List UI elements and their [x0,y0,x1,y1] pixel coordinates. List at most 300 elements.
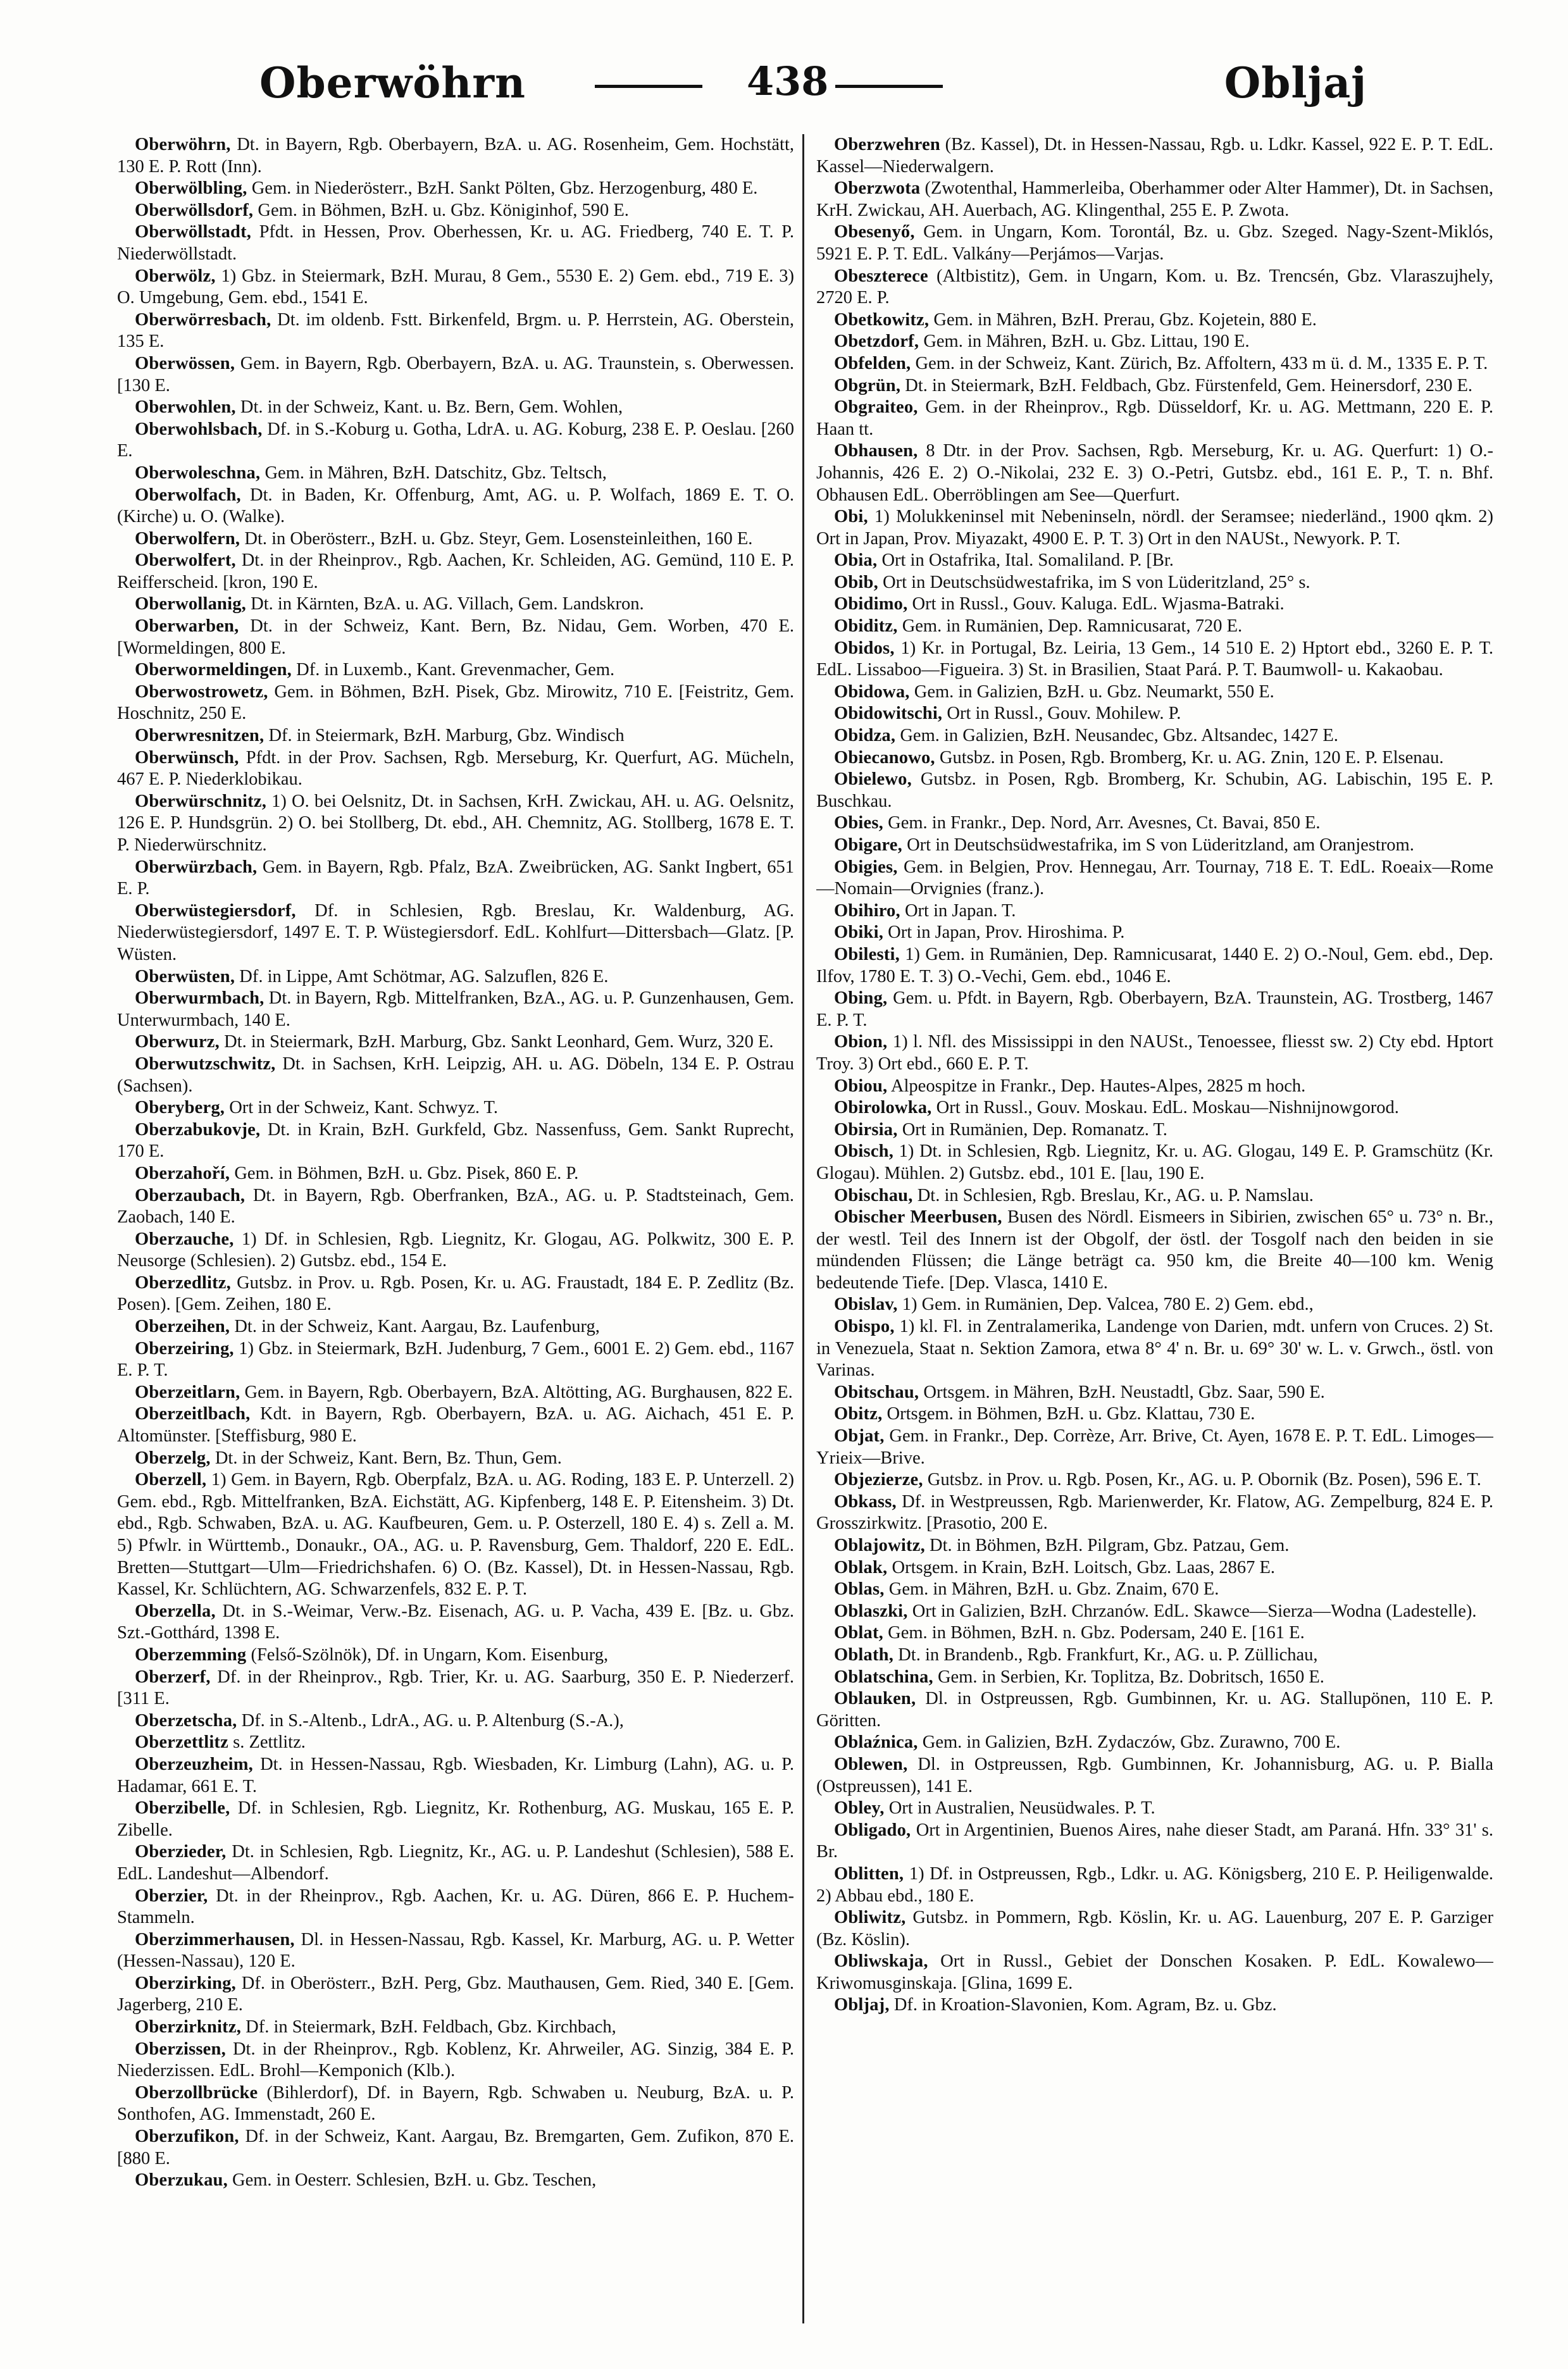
entry-text: Df. in Luxemb., Kant. Grevenmacher, Gem. [292,660,615,680]
dictionary-entry [117,1185,794,1229]
dictionary-entry [816,1601,1493,1623]
entry-headword: Oberwurmbach, [135,988,264,1009]
entry-headword: Oblatschina, [834,1667,933,1687]
entry-text: (Felső-Szölnök), Df. in Ungarn, Kom. Eisenburg, [246,1645,609,1665]
entry-text: 1) kl. Fl. in Zentralamerika, Landenge von Darien, mdt. unfern von Cruces. 2) St. in Venezuela, Staat n. Sektion Zamora, etwa 8° 4' n. Br. u. 69° 30' w. L. v. Grwch., östl. von Varinas. [816,1317,1493,1381]
dictionary-entry [816,1426,1493,1469]
dictionary-entry [117,659,794,681]
left-column [117,134,794,2342]
entry-text: Gem. in Mähren, BzH. Prerau, Gbz. Kojetein, 880 E. [929,309,1317,330]
entry-text: Gem. in Frankr., Dep. Corrèze, Arr. Brive, Ct. Ayen, 1678 E. P. T. EdL. Limoges—Yrieix—Brive. [816,1426,1493,1468]
entry-text: Gem. in Ungarn, Kom. Torontál, Bz. u. Gbz. Szeged. Nagy-Szent-Miklós, 5921 E. P. T. EdL. Valkány—Perjámos—Varjas. [816,222,1493,264]
entry-text: Df. in Schlesien, Rgb. Liegnitz, Kr. Rothenburg, AG. Muskau, 165 E. P. Zibelle. [117,1798,794,1840]
dictionary-entry [117,1031,794,1054]
entry-text: Df. in Schlesien, Rgb. Breslau, Kr. Waldenburg, AG. Niederwüstegiersdorf, 1497 E. T. P. Wüstegiersdorf. EdL. Kohlfurt—Dittersbach—Glatz. [P. Wüsten. [117,900,794,964]
entry-headword: Oberwürzbach, [135,857,258,877]
dictionary-entry [117,2126,794,2170]
dictionary-entry [816,134,1493,178]
entry-headword: Oberwarben, [135,616,239,637]
entry-headword: Obljaj, [834,1995,890,2015]
entry-text: Pfdt. in der Prov. Sachsen, Rgb. Merseburg, Kr. Querfurt, AG. Mücheln, 467 E. P. Niederklobikau. [117,747,794,790]
entry-text: Gem. in der Rheinprov., Rgb. Düsseldorf, Kr. u. AG. Mettmann, 220 E. P. Haan tt. [816,397,1493,439]
dictionary-entry [816,594,1493,616]
dictionary-entry [816,178,1493,221]
entry-headword: Obischer Meerbusen, [834,1207,1002,1228]
entry-headword: Oberwohlen, [135,397,236,418]
entry-text: Dt. in Bayern, Rgb. Oberbayern, BzA. u. AG. Rosenheim, Gem. Hochstätt, 130 E. P. Rott (Inn). [117,135,794,177]
entry-headword: Oberwurz, [135,1032,220,1052]
entry-text: Gem. in Serbien, Kr. Toplitza, Bz. Dobritsch, 1650 E. [933,1667,1324,1687]
entry-headword: Obi, [834,507,868,527]
dictionary-entry [816,725,1493,747]
entry-headword: Oberwünsch, [135,747,239,768]
dictionary-entry [816,1907,1493,1951]
dictionary-entry [816,1119,1493,1141]
entry-text: Gem. in Mähren, BzH. u. Gbz. Littau, 190 E. [919,332,1250,352]
entry-headword: Obhausen, [834,441,918,461]
header-dash-left [595,85,702,88]
entry-text: Gutsbz. in Prov. u. Rgb. Posen, Kr., AG. u. P. Obornik (Bz. Posen), 596 E. T. [923,1470,1481,1490]
entry-text: Dt. in Schlesien, Rgb. Liegnitz, Kr., AG. u. P. Landeshut (Schlesien), 588 E. EdL. Landeshut—Albendorf. [117,1842,794,1884]
entry-text: Dt. in der Rheinprov., Rgb. Aachen, Kr. Schleiden, AG. Gemünd, 110 E. P. Reifferscheid. [kron, 190 E. [117,550,794,592]
entry-text: Gem. in Galizien, BzH. Neusandec, Gbz. Altsandec, 1427 E. [895,726,1338,746]
entry-headword: Obidza, [834,726,896,746]
entry-text: Gem. in Mähren, BzH. Datschitz, Gbz. Teltsch, [260,463,607,483]
entry-text: Dt. in der Rheinprov., Rgb. Aachen, Kr. u. AG. Düren, 866 E. P. Huchem-Stammeln. [117,1886,794,1928]
entry-text: Dt. in Schlesien, Rgb. Breslau, Kr., AG. u. P. Namslau. [912,1185,1314,1205]
entry-text: 1) Gbz. in Steiermark, BzH. Murau, 8 Gem., 5530 E. 2) Gem. ebd., 719 E. 3) O. Umgebung, Gem. ebd., 1541 E. [117,266,794,308]
dictionary-entry [816,375,1493,397]
entry-text: Gutsbz. in Pommern, Rgb. Köslin, Kr. u. AG. Lauenburg, 207 E. P. Garziger (Bz. Köslin). [816,1908,1493,1949]
dictionary-entry [117,266,794,309]
entry-text: Gem. in Böhmen, BzH. n. Gbz. Podersam, 240 E. [161 E. [883,1623,1305,1643]
entry-headword: Objezierze, [834,1470,923,1490]
dictionary-entry [816,506,1493,550]
dictionary-entry [117,2039,794,2082]
entry-text: Dt. in Bayern, Rgb. Oberfranken, BzA., AG. u. P. Stadtsteinach, Gem. Zaobach, 140 E. [117,1185,794,1228]
entry-headword: Oberzerf, [135,1667,211,1687]
entry-text: Dl. in Ostpreussen, Rgb. Gumbinnen, Kr. Johannisburg, AG. u. P. Bialla (Ostpreussen), 141 E. [816,1754,1493,1796]
entry-headword: Oberzier, [135,1886,208,1906]
entry-headword: Oberzell, [135,1470,207,1490]
entry-headword: Obetzdorf, [834,332,919,352]
dictionary-entry [117,857,794,900]
dictionary-entry [816,1820,1493,1863]
entry-text: (Zwotenthal, Hammerleiba, Oberhammer oder Alter Hammer), Dt. in Sachsen, KrH. Zwickau, AH. Auerbach, AG. Klingenthal, 255 E. P. Zwota. [816,178,1493,220]
entry-text: Dt. in Böhmen, BzH. Pilgram, Gbz. Patzau, Gem. [924,1536,1290,1555]
entry-text: s. Zettlitz. [228,1732,306,1753]
dictionary-entry [117,419,794,463]
entry-headword: Obgrün, [834,375,901,395]
entry-text: Ort in Russl., Gouv. Mohilew. P. [942,704,1181,724]
entry-text: Gem. in Rumänien, Dep. Ramnicusarat, 720 E. [897,616,1243,637]
entry-text: Ort in Australien, Neusüdwales. P. T. [884,1798,1155,1819]
entry-headword: Oberwössen, [135,353,235,373]
right-column [816,134,1493,2342]
entry-headword: Obihiro, [834,900,900,921]
dictionary-entry [816,440,1493,506]
entry-text: Gutsbz. in Posen, Rgb. Bromberg, Kr. Schubin, AG. Labischin, 195 E. P. Buschkau. [816,769,1493,811]
dictionary-entry [117,791,794,857]
entry-text: Gem. in Böhmen, BzH. u. Gbz. Pisek, 860 E. P. [230,1163,579,1183]
entry-text: 8 Dtr. in der Prov. Sachsen, Rgb. Merseburg, Kr. u. AG. Querfurt: 1) O.-Johannis, 426 E. 2) O.-Nikolai, 232 E. 3) O.-Petri, Gutsbz. ebd., 161 E. P., T. n. Bhf. Obhausen EdL. Oberröblingen am See—Querfurt. [816,441,1493,505]
dictionary-entry [117,1645,794,1667]
dictionary-entry [117,1601,794,1645]
entry-headword: Obion, [834,1032,888,1052]
entry-text: Ort in Rumänien, Dep. Romanatz. T. [897,1119,1167,1140]
dictionary-entry [117,1973,794,2017]
dictionary-entry [816,1207,1493,1294]
entry-headword: Oberzeitlarn, [135,1382,240,1402]
entry-text: Ort in Russl., Gebiet der Donschen Kosaken. P. EdL. Kowalewo—Kriwomusginskaja. [Glina, 1699 E. [816,1951,1493,1993]
entry-headword: Oberzabukovje, [135,1119,261,1140]
entry-headword: Oberzeiring, [135,1338,234,1359]
entry-text: Df. in Steiermark, BzH. Marburg, Gbz. Windisch [264,726,625,746]
entry-headword: Obesenyő, [834,222,915,242]
entry-headword: Oberzibelle, [135,1798,230,1819]
entry-text: Ort in Argentinien, Buenos Aires, nahe dieser Stadt, am Paraná. Hfn. 33° 31' s. Br. [816,1820,1493,1862]
dictionary-entry [117,1054,794,1097]
entry-headword: Oberzetscha, [135,1710,237,1731]
dictionary-entry [816,1031,1493,1075]
entry-headword: Obing, [834,988,888,1009]
dictionary-entry [816,353,1493,375]
entry-text: Dt. in der Schweiz, Kant. Aargau, Bz. Laufenburg, [230,1317,600,1337]
dictionary-entry [816,638,1493,681]
entry-text: Dt. im oldenb. Fstt. Birkenfeld, Brgm. u. P. Herrstein, AG. Oberstein, 135 E. [117,309,794,352]
entry-headword: Oberwöhrn, [135,135,231,154]
dictionary-entry [816,1076,1493,1098]
entry-text: 1) Gem. in Rumänien, Dep. Valcea, 780 E. 2) Gem. ebd., [897,1295,1314,1315]
entry-headword: Obia, [834,550,878,571]
entry-headword: Obeszterece [834,266,928,286]
entry-text: 1) O. bei Oelsnitz, Dt. in Sachsen, KrH. Zwickau, AH. u. AG. Oelsnitz, 126 E. P. Hundsgrün. 2) O. bei Stollberg, Dt. ebd., AH. Chemnitz, AG. Stollberg, 1678 E. T. P. Niederwürschnitz. [117,791,794,855]
dictionary-entry [816,769,1493,812]
dictionary-entry [816,1403,1493,1426]
dictionary-entry [816,1185,1493,1207]
dictionary-entry [117,681,794,725]
dictionary-entry [117,1732,794,1754]
entry-headword: Oberzedlitz, [135,1272,231,1293]
entry-headword: Oberzwehren [834,135,940,154]
entry-headword: Obiditz, [834,616,898,637]
entry-text: (Bihlerdorf), Df. in Bayern, Rgb. Schwaben u. Neuburg, BzA. u. P. Sonthofen, AG. Immenstadt, 260 E. [117,2082,794,2125]
dictionary-entry [816,1951,1493,1994]
entry-text: Ort in Deutschsüdwestafrika, im S von Lüderitzland, 25° s. [878,572,1310,592]
entry-headword: Obliwskaja, [834,1951,928,1972]
entry-headword: Oblajowitz, [834,1536,925,1555]
dictionary-entry [117,1163,794,1185]
entry-headword: Obischau, [834,1185,913,1205]
entry-headword: Oblak, [834,1557,888,1577]
entry-headword: Obigare, [834,835,902,855]
entry-text: Df. in Steiermark, BzH. Feldbach, Gbz. Kirchbach, [241,2017,616,2037]
entry-text: 1) Dt. in Schlesien, Rgb. Liegnitz, Kr. u. AG. Glogau, 149 E. P. Gramschütz (Kr. Glogau). Mühlen. 2) Gutsbz. ebd., 101 E. [lau, 190 E. [816,1141,1493,1183]
dictionary-entry [816,703,1493,725]
dictionary-entry [117,616,794,659]
entry-headword: Oblat, [834,1623,884,1643]
entry-text: Gem. in Böhmen, BzH. u. Gbz. Königinhof, 590 E. [253,200,629,220]
entry-text: Dt. in Steiermark, BzH. Marburg, Gbz. Sankt Leonhard, Gem. Wurz, 320 E. [219,1032,774,1052]
dictionary-entry [816,1382,1493,1404]
dictionary-entry [816,922,1493,944]
entry-text: Dt. in Steiermark, BzH. Feldbach, Gbz. Fürstenfeld, Gem. Heinersdorf, 230 E. [900,375,1473,395]
dictionary-entry [816,681,1493,704]
entry-text: Ort in Russl., Gouv. Kaluga. EdL. Wjasma-Batraki. [907,594,1285,614]
dictionary-entry [816,1316,1493,1382]
entry-headword: Oblitten, [834,1863,904,1884]
entry-headword: Oberwüsten, [135,966,235,986]
entry-text: Ortsgem. in Böhmen, BzH. u. Gbz. Klattau, 730 E. [882,1404,1255,1424]
entry-text: 1) Kr. in Portugal, Bz. Leiria, 13 Gem., 14 510 E. 2) Hptort ebd., 3260 E. P. T. EdL. Lissaboo—Figueira. 3) St. in Brasilien, Staat Pará. P. T. Baumwoll- u. Kakaobau. [816,638,1493,680]
dictionary-entry [816,1798,1493,1820]
dictionary-entry [117,2082,794,2126]
entry-headword: Obisch, [834,1141,894,1162]
entry-text: Dt. in S.-Weimar, Verw.-Bz. Eisenach, AG. u. P. Vacha, 439 E. [Bz. u. Gbz. Szt.-Gotthárd, 1398 E. [117,1601,794,1643]
entry-text: (Bz. Kassel), Dt. in Hessen-Nassau, Rgb. u. Ldkr. Kassel, 922 E. P. T. EdL. Kassel—Niederwalgern. [816,135,1493,177]
entry-text: 1) Gem. in Bayern, Rgb. Oberpfalz, BzA. u. AG. Roding, 183 E. P. Unterzell. 2) Gem. ebd., Rgb. Mittelfranken, BzA. Eichstätt, AG. Kipfenberg, 148 E. P. Eitensheim. 3) Dt. ebd., Rgb. Schwaben, BzA. u. AG. Kaufbeuren, Gem. u. P. Osterzell, 180 E. 4) s. Zell a. M. 5) Pfwlr. in Württemb., Donaukr., OA., AG. u. P. Ravensburg, Gem. Thaldorf, 220 E. EdL. Bretten—Stuttgart—Ulm—Friedrichshafen. 6) O. (Bz. Kassel), Dt. in Hessen-Nassau, Rgb. Kassel, Kr. Schlüchtern, AG. Schwarzenfels, 832 E. P. T. [117,1470,794,1600]
entry-text: 1) Molukkeninsel mit Nebeninseln, nördl. der Seramsee; niederländ., 1900 qkm. 2) Ort in Japan, Prov. Miyazakt, 4900 E. P. T. 3) Ort in den NAUSt., Newyork. P. T. [816,507,1493,549]
entry-text: Df. in Westpreussen, Rgb. Marienwerder, Kr. Flatow, AG. Zempelburg, 824 E. P. Grosszirkwitz. [Prasotio, 200 E. [816,1491,1493,1534]
dictionary-entry [816,1469,1493,1491]
page-number: 438 [747,58,829,104]
entry-text: Dt. in Bayern, Rgb. Mittelfranken, BzA., AG. u. P. Gunzenhausen, Gem. Unterwurmbach, 140 E. [117,988,794,1030]
entry-text: Ort in Ostafrika, Ital. Somaliland. P. [Br. [877,550,1174,571]
entry-headword: Oberwohlsbach, [135,419,263,439]
dictionary-entry [117,1382,794,1404]
entry-headword: Oberwoleschna, [135,463,261,483]
entry-text: Gem. in Böhmen, BzH. Pisek, Gbz. Mirowitz, 710 E. [Feistritz, Gem. Hoschnitz, 250 E. [117,681,794,724]
entry-headword: Obirolowka, [834,1098,932,1118]
entry-text: Ort in Russl., Gouv. Moskau. EdL. Moskau—Nishnijnowgorod. [931,1098,1399,1118]
dictionary-entry [816,1557,1493,1579]
entry-text: Ort in Galizien, BzH. Chrzanów. EdL. Skawce—Sierza—Wodna (Ladestelle). [907,1601,1477,1621]
entry-headword: Obidos, [834,638,895,658]
entry-text: Df. in Lippe, Amt Schötmar, AG. Salzuflen, 826 E. [235,966,609,986]
entry-headword: Obielewo, [834,769,912,790]
dictionary-entry [117,1097,794,1119]
entry-headword: Oberwürschnitz, [135,791,267,811]
entry-text: Gem. in Galizien, BzH. u. Gbz. Neumarkt, 550 E. [909,681,1274,702]
entry-text: Gutsbz. in Prov. u. Rgb. Posen, Kr. u. AG. Fraustadt, 184 E. P. Zedlitz (Bz. Posen). [Gem. Zeihen, 180 E. [117,1272,794,1315]
entry-text: Dt. in Oberösterr., BzH. u. Gbz. Steyr, Gem. Losensteinleithen, 160 E. [240,528,753,549]
dictionary-entry [117,485,794,528]
entry-headword: Oberwörresbach, [135,309,271,330]
dictionary-entry [816,988,1493,1031]
dictionary-entry [816,1667,1493,1689]
entry-headword: Obitschau, [834,1382,919,1402]
header-dash-right [835,85,943,88]
entry-text: 1) l. Nfl. des Mississippi in den NAUSt., Tenoessee, fliesst sw. 2) Cty ebd. Hptort Troy. 3) Ort ebd., 660 E. P. T. [816,1032,1493,1074]
dictionary-entry [117,1841,794,1885]
entry-headword: Obidimo, [834,594,908,614]
entry-headword: Obley, [834,1798,885,1819]
entry-text: Ortsgem. in Mähren, BzH. Neustadtl, Gbz. Saar, 590 E. [919,1382,1325,1402]
entry-text: Pfdt. in Hessen, Prov. Oberhessen, Kr. u. AG. Friedberg, 740 E. T. P. Niederwöllstadt. [117,222,794,264]
entry-headword: Oberwolfern, [135,528,240,549]
dictionary-entry [816,1579,1493,1601]
entry-headword: Oberzukau, [135,2170,228,2191]
entry-headword: Oberwormeldingen, [135,660,292,680]
dictionary-entry [117,528,794,550]
entry-headword: Oberzissen, [135,2039,226,2059]
entry-text: Dt. in Sachsen, KrH. Leipzig, AH. u. AG. Döbeln, 134 E. P. Ostrau (Sachsen). [117,1054,794,1096]
entry-headword: Oberzieder, [135,1842,227,1862]
entry-headword: Oberzimmerhausen, [135,1929,295,1949]
dictionary-entry [117,725,794,747]
dictionary-entry [117,2170,794,2192]
dictionary-entry [117,1316,794,1338]
entry-text: Df. in der Schweiz, Kant. Aargau, Bz. Bremgarten, Gem. Zufikon, 870 E. [880 E. [117,2127,794,2168]
dictionary-entry [816,572,1493,594]
dictionary-entry [816,1491,1493,1535]
entry-headword: Oberwöllsdorf, [135,200,254,220]
dictionary-entry [816,266,1493,309]
entry-headword: Oberzirking, [135,1973,236,1993]
entry-text: Dt. in der Schweiz, Kant. Bern, Bz. Thun, Gem. [210,1448,562,1468]
dictionary-entry [816,944,1493,988]
dictionary-entry [816,835,1493,857]
entry-text: Dt. in Baden, Kr. Offenburg, Amt, AG. u. P. Wolfach, 1869 E. T. O. (Kirche) u. O. (Walke). [117,485,794,527]
entry-text: Kdt. in Bayern, Rgb. Oberbayern, BzA. u. AG. Aichach, 451 E. P. Altomünster. [Steffisburg, 980 E. [117,1404,794,1446]
entry-text: Dt. in der Rheinprov., Rgb. Koblenz, Kr. Ahrweiler, AG. Sinzig, 384 E. P. Niederzissen. EdL. Brohl—Kemponich (Klb.). [117,2039,794,2081]
entry-text: Busen des Nördl. Eismeers in Sibirien, zwischen 65° u. 73° n. Br., der westl. Teil des Innern ist der Obgolf, der östl. der Tosgolf nach den beiden in sie mündenden Flüssen; die Länge beträgt ca. 950 km, die Breite 40—100 km. Wenig bedeutende Tiefe. [Dep. Vlasca, 1410 E. [816,1207,1493,1293]
dictionary-entry [117,178,794,200]
entry-headword: Obiou, [834,1076,888,1096]
dictionary-entry [117,1272,794,1316]
entry-headword: Oberwolfert, [135,550,236,571]
entry-headword: Oberzelg, [135,1448,211,1468]
entry-text: 1) Gbz. in Steiermark, BzH. Judenburg, 7 Gem., 6001 E. 2) Gem. ebd., 1167 E. P. T. [117,1338,794,1381]
dictionary-entry [117,966,794,988]
dictionary-entry [816,1863,1493,1907]
entry-headword: Oblath, [834,1645,894,1665]
entry-text: Dl. in Hessen-Nassau, Rgb. Kassel, Kr. Marburg, AG. u. P. Wetter (Hessen-Nassau), 120 E. [117,1929,794,1972]
dictionary-entry [117,309,794,353]
entry-text: 1) Df. in Schlesien, Rgb. Liegnitz, Kr. Glogau, AG. Polkwitz, 300 E. P. Neusorge (Schlesien). 2) Gutsbz. ebd., 154 E. [117,1229,794,1271]
entry-headword: Oblaszki, [834,1601,908,1621]
dictionary-entry [117,988,794,1031]
entry-text: Df. in Kroation-Slavonien, Kom. Agram, Bz. u. Gbz. [889,1995,1277,2015]
dictionary-entry [816,1754,1493,1798]
entry-headword: Obitz, [834,1404,883,1424]
entry-headword: Obiki, [834,923,884,943]
entry-text: Df. in der Rheinprov., Rgb. Trier, Kr. u. AG. Saarburg, 350 E. P. Niederzerf. [311 E. [117,1667,794,1709]
dictionary-entry [816,309,1493,332]
entry-headword: Oberzeuzheim, [135,1754,254,1774]
entry-text: Dt. in Kärnten, BzA. u. AG. Villach, Gem. Landskron. [246,594,644,614]
dictionary-entry [816,1732,1493,1754]
dictionary-entry [117,1667,794,1710]
entry-text: Ort in Japan, Prov. Hiroshima. P. [883,923,1125,943]
entry-headword: Obib, [834,572,878,592]
entry-text: Gem. in Oesterr. Schlesien, BzH. u. Gbz. Teschen, [227,2170,597,2191]
entry-headword: Oberwölbling, [135,178,247,199]
entry-headword: Objat, [834,1426,885,1446]
dictionary-entry [816,331,1493,353]
entry-text: Gem. in Frankr., Dep. Nord, Arr. Avesnes, Ct. Bavai, 850 E. [883,813,1321,833]
dictionary-entry [117,221,794,265]
dictionary-entry [117,1338,794,1382]
dictionary-entry [816,550,1493,572]
entry-text: Ort in Japan. T. [900,900,1016,921]
dictionary-entry [117,397,794,419]
entry-headword: Oberzaubach, [135,1185,246,1205]
dictionary-entry [117,1886,794,1929]
running-header [114,58,1462,115]
entry-text: 1) Df. in Ostpreussen, Rgb., Ldkr. u. AG. Königsberg, 210 E. P. Heiligenwalde. 2) Abbau ebd., 180 E. [816,1863,1493,1906]
entry-headword: Oberzirknitz, [135,2017,242,2037]
entry-headword: Oblaźnica, [834,1732,918,1753]
dictionary-entry [117,1798,794,1841]
entry-headword: Obidowa, [834,681,910,702]
entry-text: 1) Gem. in Rumänien, Dep. Ramnicusarat, 1440 E. 2) O.-Noul, Gem. ebd., Dep. Ilfov, 1780 E. T. 3) O.-Vechi, Gem. ebd., 1046 E. [816,944,1493,986]
dictionary-entry [117,1710,794,1732]
entry-text: Gem. in der Schweiz, Kant. Zürich, Bz. Affoltern, 433 m ü. d. M., 1335 E. P. T. [911,353,1488,373]
entry-headword: Obligado, [834,1820,911,1840]
entry-headword: Obiecanowo, [834,747,935,768]
column-divider [802,134,804,2323]
dictionary-entry [117,747,794,791]
dictionary-entry [816,616,1493,638]
entry-headword: Oberzufikon, [135,2127,239,2147]
entry-text: Dl. in Ostpreussen, Rgb. Gumbinnen, Kr. u. AG. Stallupönen, 110 E. P. Göritten. [816,1689,1493,1731]
entry-headword: Oberwutzschwitz, [135,1054,276,1074]
entry-headword: Obislav, [834,1295,898,1315]
entry-headword: Obgraiteo, [834,397,918,418]
dictionary-entry [816,1141,1493,1184]
entry-text: Df. in S.-Koburg u. Gotha, LdrA. u. AG. Koburg, 238 E. P. Oeslau. [260 E. [117,419,794,461]
entry-headword: Obliwitz, [834,1908,906,1928]
dictionary-entry [816,397,1493,440]
entry-headword: Oberwölz, [135,266,216,286]
dictionary-entry [117,1469,794,1601]
entry-text: Gem. in Belgien, Prov. Hennegau, Arr. Tournay, 718 E. T. EdL. Roeaix—Rome—Nomain—Orvignies (franz.). [816,857,1493,899]
entry-headword: Oblauken, [834,1689,916,1709]
entry-text: Gem. in Niederösterr., BzH. Sankt Pölten, Gbz. Herzogenburg, 480 E. [247,178,758,199]
entry-text: (Altbistitz), Gem. in Ungarn, Kom. u. Bz. Trencsén, Gbz. Vlaraszujhely, 2720 E. P. [816,266,1493,308]
dictionary-entry [816,1294,1493,1316]
entry-text: Gem. in Galizien, BzH. Zydaczów, Gbz. Zurawno, 700 E. [918,1732,1341,1753]
entry-headword: Oberzeihen, [135,1317,230,1337]
entry-headword: Obfelden, [834,353,911,373]
entry-headword: Oberyberg, [135,1098,225,1118]
entry-text: Gem. in Bayern, Rgb. Oberbayern, BzA. u. AG. Traunstein, s. Oberwessen. [130 E. [117,353,794,395]
dictionary-entry [117,900,794,966]
dictionary-entry [117,550,794,594]
dictionary-entry [816,1097,1493,1119]
dictionary-entry [816,857,1493,900]
entry-text: Gem. in Bayern, Rgb. Pfalz, BzA. Zweibrücken, AG. Sankt Ingbert, 651 E. P. [117,857,794,899]
dictionary-entry [816,812,1493,835]
dictionary-entry [117,1929,794,1973]
dictionary-entry [117,134,794,178]
entry-headword: Oberzettlitz [135,1732,228,1753]
entry-headword: Oberzeitlbach, [135,1404,251,1424]
entry-headword: Oberwöllstadt, [135,222,252,242]
dictionary-entry [816,747,1493,769]
entry-text: Gem. in Mähren, BzH. u. Gbz. Znaim, 670 E. [884,1579,1219,1600]
entry-headword: Oberzemming [135,1645,247,1665]
dictionary-entry [816,1622,1493,1645]
entry-text: Gutsbz. in Posen, Rgb. Bromberg, Kr. u. AG. Znin, 120 E. P. Elsenau. [935,747,1444,768]
entry-headword: Obigies, [834,857,898,877]
entry-text: Dt. in Hessen-Nassau, Rgb. Wiesbaden, Kr. Limburg (Lahn), AG. u. P. Hadamar, 661 E. T. [117,1754,794,1796]
dictionary-entry [117,1754,794,1798]
entry-headword: Obirsia, [834,1119,898,1140]
entry-headword: Obispo, [834,1317,895,1337]
dictionary-entry [117,200,794,222]
